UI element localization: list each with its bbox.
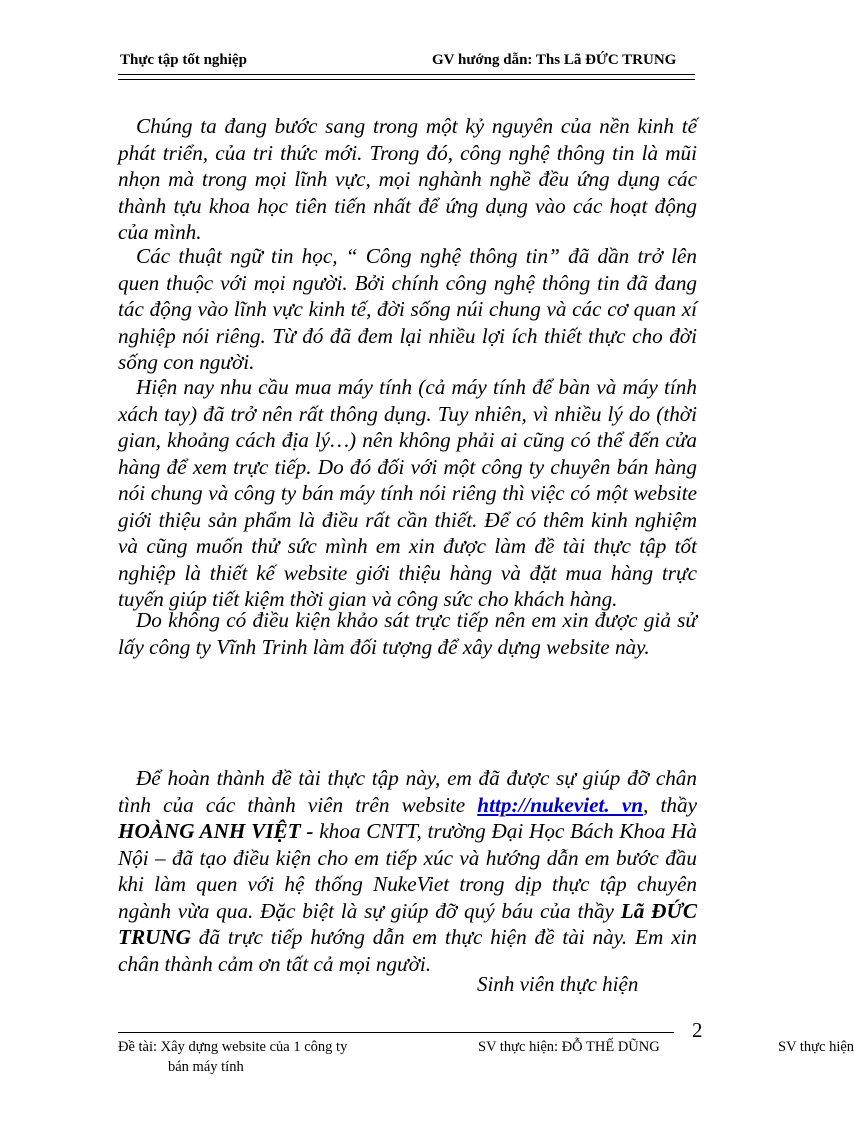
footer-topic: Đề tài: Xây dựng website của 1 công ty bán máy tính <box>118 1039 348 1075</box>
header-supervisor: GV hướng dẫn: Ths Lã ĐỨC TRUNG <box>432 52 677 68</box>
intro-paragraph-2: Các thuật ngữ tin học, “ Công nghệ thông tin” đã dần trở lên quen thuộc với mọi người. Bởi chính công nghệ thông tin đã đang tác động vào lĩnh vực kinh tế, đời sống núi chung và các cơ quan xí nghiệp nói riêng. Từ đó đã đem lại nhiều lợi ích thiết thực cho đời sống con người. <box>118 244 697 374</box>
header-divider <box>118 74 695 80</box>
teacher-name-2: Lã ĐỨC TRUNG <box>118 898 697 949</box>
header-course-title: Thực tập tốt nghiệp <box>120 52 247 68</box>
acknowledgement-paragraph: Để hoàn thành đề tài thực tập này, em đã được sự giúp đỡ chân tình của các thành viên trên website http://nukeviet. vn, thầy HOÀNG ANH VIỆT - khoa CNTT, trường Đại Học Bách Khoa Hà Nội – đã tạo điều kiện cho em tiếp xúc và hướng dẫn em bước đầu khi làm quen với hệ thống NukeViet trong dịp thực tập chuyên ngành vừa qua. Đặc biệt là sự giúp đỡ quý báu của thầy Lã ĐỨC TRUNG đã trực tiếp hướng dẫn em thực hiện đề tài này. Em xin chân thành cảm ơn tất cả mọi người. <box>118 766 698 976</box>
footer-student-clipped: SV thực hiện <box>778 1039 854 1055</box>
intro-paragraph-4: Do không có điều kiện khảo sát trực tiếp nên em xin được giả sử lấy công ty Vĩnh Trinh làm đối tượng để xây dựng website này. <box>118 608 697 659</box>
intro-paragraph-1: Chúng ta đang bước sang trong một kỷ nguyên của nền kinh tế phát triển, của tri thức mới. Trong đó, công nghệ thông tin là mũi nhọn mà trong mọi lĩnh vực, mọi nghành nghề đều ứng dụng các thành tựu khoa học tiên tiến nhất để ứng dụng vào các hoạt động của mình. <box>118 114 697 244</box>
intro-paragraph-3: Hiện nay nhu cầu mua máy tính (cả máy tính để bàn và máy tính xách tay) đã trở nên rất thông dụng. Tuy nhiên, vì nhiều lý do (thời gian, khoảng cách địa lý…) nên không phải ai cũng có thể đến cửa hàng để xem trực tiếp. Do đó đối với một công ty chuyên bán hàng nói chung và công ty bán máy tính nói riêng thì việc có một website giới thiệu sản phẩm là điều rất cần thiết. Để có thêm kinh nghiệm và cũng muốn thử sức mình em xin được làm đề tài thực tập tốt nghiệp là thiết kế website giới thiệu hàng và đặt mua hàng trực tuyến giúp tiết kiệm thời gian và công sức cho khách hàng. <box>118 375 697 611</box>
signature-label: Sinh viên thực hiện <box>477 972 639 996</box>
footer-student: SV thực hiện: ĐỖ THẾ DŨNG <box>478 1039 660 1055</box>
teacher-name-1: HOÀNG ANH VIỆT - <box>118 819 314 843</box>
footer-divider <box>118 1032 674 1033</box>
nukeviet-link[interactable]: http://nukeviet. vn <box>477 792 644 817</box>
page-number: 2 <box>692 1018 703 1042</box>
